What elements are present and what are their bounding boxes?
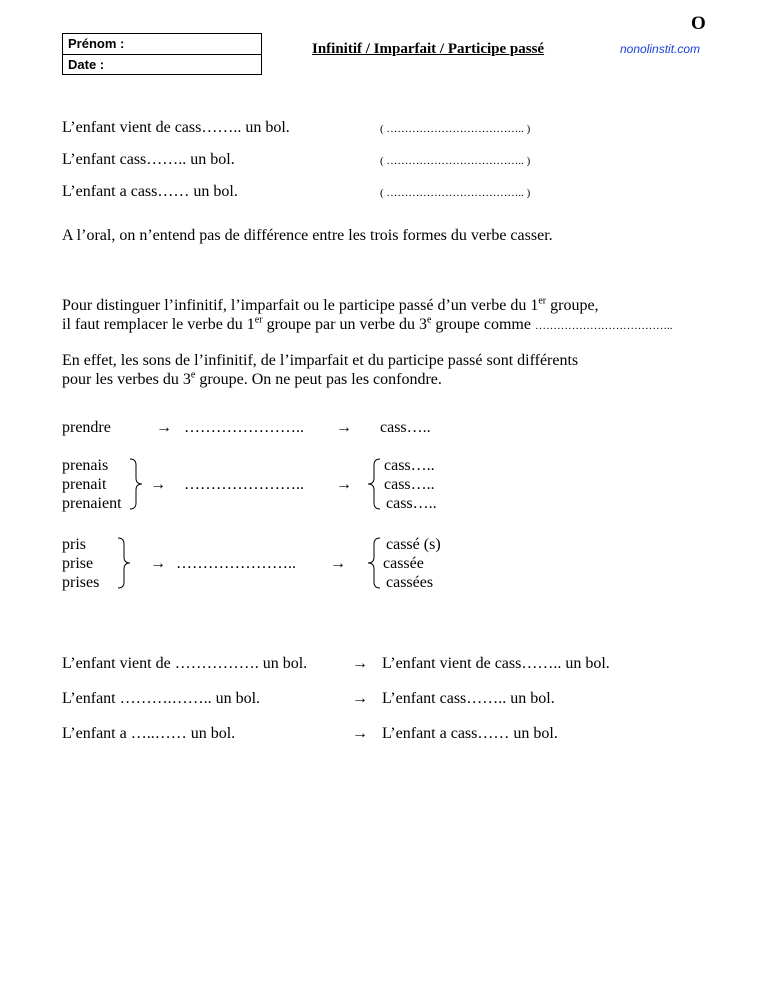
effect-line-1: En effet, les sons de l’infinitif, de l’imparfait et du participe passé sont différents <box>62 352 579 369</box>
left-brace-icon <box>366 535 382 591</box>
imperfect-prenais: prenais <box>62 457 109 474</box>
arrow-icon: → <box>150 555 166 572</box>
site-name: nonolinstit.com <box>620 42 701 56</box>
bottom-left-1: L’enfant vient de ……………. un bol. <box>62 655 308 672</box>
participle-prise: prise <box>62 555 94 572</box>
bottom-right-1: L’enfant vient de cass…….. un bol. <box>382 655 610 672</box>
infinitive-blank: ………………….. <box>184 419 304 436</box>
participle-blank: ………………….. <box>176 555 296 572</box>
bottom-left-2: L’enfant ……….…….. un bol. <box>62 690 261 707</box>
infinitive-prendre: prendre <box>62 419 111 436</box>
answer-blank-3: ( ……………………………….. ) <box>380 187 531 199</box>
bottom-right-3: L’enfant a cass…… un bol. <box>382 725 558 742</box>
corner-mark: O <box>691 13 706 34</box>
participle-pris: pris <box>62 536 86 553</box>
imperfect-blank: ………………….. <box>184 476 304 493</box>
arrow-icon: → <box>352 655 368 672</box>
arrow-icon: → <box>336 476 352 493</box>
imperfect-prenait: prenait <box>62 476 107 493</box>
right-brace-icon <box>116 535 138 591</box>
answer-blank-1: ( ……………………………….. ) <box>380 123 531 135</box>
arrow-icon: → <box>150 476 166 493</box>
rule-line-2: il faut remplacer le verbe du 1er groupe par un verbe du 3e groupe comme ……………………………….. <box>62 314 673 333</box>
arrow-icon: → <box>336 419 352 436</box>
oral-note: A l’oral, on n’entend pas de différence entre les trois formes du verbe casser. <box>62 227 553 244</box>
effect-line-2: pour les verbes du 3e groupe. On ne peut pas les confondre. <box>62 369 442 388</box>
imperfect-cass-1: cass….. <box>384 457 435 474</box>
imperfect-cass-2: cass….. <box>384 476 435 493</box>
participle-prises: prises <box>62 574 100 591</box>
imperfect-cass-3: cass….. <box>386 495 437 512</box>
date-label: Date : <box>68 57 105 72</box>
arrow-icon: → <box>352 725 368 742</box>
rule-line-1: Pour distinguer l’infinitif, l’imparfait ou le participe passé d’un verbe du 1er groupe, <box>62 295 599 314</box>
page-title: Infinitif / Imparfait / Participe passé <box>312 41 545 57</box>
participle-cassees: cassées <box>386 574 434 591</box>
infinitive-cass: cass….. <box>380 419 431 436</box>
sentence-participle: L’enfant a cass…… un bol. <box>62 183 238 200</box>
name-date-box <box>62 33 262 75</box>
answer-blank-2: ( ……………………………….. ) <box>380 155 531 167</box>
right-brace-icon <box>128 456 150 512</box>
arrow-icon: → <box>330 555 346 572</box>
participle-cassee: cassée <box>383 555 424 572</box>
bottom-right-2: L’enfant cass…….. un bol. <box>382 690 555 707</box>
imperfect-prenaient: prenaient <box>62 495 122 512</box>
left-brace-icon <box>366 456 382 512</box>
sentence-imperfect: L’enfant cass…….. un bol. <box>62 151 235 168</box>
arrow-icon: → <box>156 419 172 436</box>
sentence-infinitive: L’enfant vient de cass…….. un bol. <box>62 119 290 136</box>
participle-casse: cassé (s) <box>386 536 441 553</box>
firstname-label: Prénom : <box>63 34 261 55</box>
bottom-left-3: L’enfant a …..…… un bol. <box>62 725 236 742</box>
arrow-icon: → <box>352 690 368 707</box>
